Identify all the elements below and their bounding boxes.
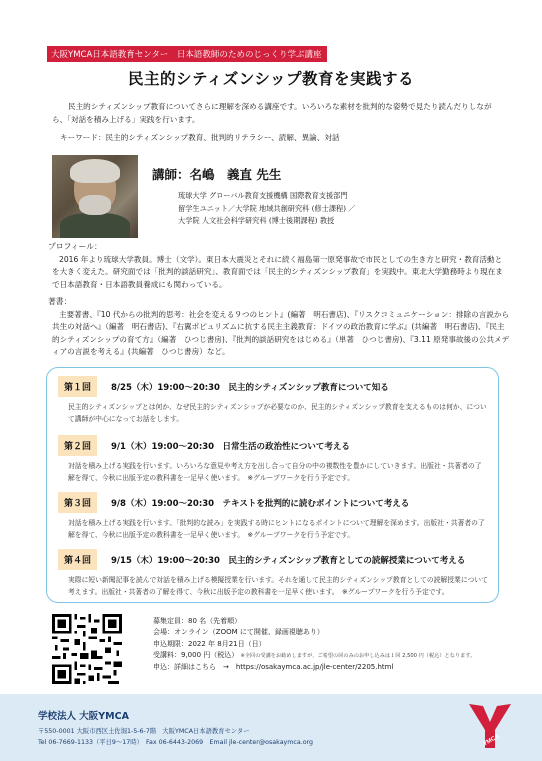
keywords-text: キーワード：民主的シティズンシップ教育、批判的リテラシー、読解、異論、対話 [60,133,340,142]
affiliation-line: 琉球大学 グローバル教育支援機構 国際教育支援部門 [178,191,348,200]
session-1-header [58,376,389,397]
ymca-logo [465,698,515,753]
event-info [153,616,475,673]
session-4-description: 実際に短い新聞記事を読んで対話を積み上げる模擬授業を行います。それを通して民主的シティズンシップ教育としての読解授業について考えます。出版社・共著者の了解を得て、今秋に出版予定の教科書を一足早く使います。 ※グループワークを行う予定です。 [68,576,488,596]
fee-text: 受講料：9,000 円（税込） [153,650,239,659]
apply-link[interactable]: 申込：詳細はこちら → https://osakaymca.ac.jp/jle-center/2205.html [153,663,394,672]
venue-text: 会場：オンライン（ZOOM にて開催、録画視聴あり） [153,628,324,637]
session-1-title: 8/25（木）19:00～20:30 民主的シティズンシップ教育について知る [111,382,389,393]
profile-heading: プロフィール： [48,242,102,251]
capacity-text: 募集定員：80 名（先着順） [153,617,242,625]
books-heading: 著書： [48,297,72,306]
session-1-description: 民主的シティズンシップとは何か、なぜ民主的シティズンシップが必要なのか、民主的シティズンシップ教育を支えるものは何か、について講師が中心になってお話をします。 [68,403,487,423]
session-4-header [58,549,465,570]
footer-organization: 学校法人 大阪YMCA [38,711,129,722]
footer-address [38,727,313,748]
address-text: 〒550-0001 大阪市西区土佐堀1-5-6-7階 大阪YMCA日本語教育センター [38,728,250,735]
contact-text: Tel 06-7669-1133（平日9～17時） Fax 06-6443-2069 Email jle-center@osakaymca.org [38,738,314,746]
lecturer-name: 講師：名嶋 義直 先生 [152,167,282,182]
session-3-description: 対話を積み上げる実践を行います。「批判的な読み」を実践する時にヒントになるポイントについて理解を深めます。出版社・共著者の了解を得て、今秋に出版予定の教科書を一足早く使います。 ※グループワークを行う予定です。 [68,519,485,539]
session-3-title: 9/8（木）19:00～20:30 テキストを批判的に読むポイントについて考える [111,498,410,509]
qr-code[interactable] [52,614,122,684]
logo-text: YMCA [482,733,501,748]
session-2-title: 9/1（木）19:00～20:30 日常生活の政治性について考える [111,441,350,452]
intro-text: 民主的シティズンシップ教育についてさらに理解を深める講座です。いろいろな素材を批判的な姿勢で見たり読んだりしながら、「対話を積み上げる」実践を行います。 [52,102,492,124]
session-3-badge: 第３回 [58,492,97,513]
session-2-description: 対話を積み上げる実践を行います。いろいろな意見や考え方を出し合って自分の中の複数性を豊かにしていきます。出版社・共著者の了解を得て、今秋に出版予定の教科書を一足早く使います。 ※グループワークを行う予定です。 [68,462,482,482]
deadline-text: 申込期限：2022 年 8月21日（日） [153,639,266,648]
session-2-header [58,435,350,456]
page-title: 民主的シティズンシップ教育を実践する [127,70,415,88]
lecturer-photo [52,155,138,238]
session-1-badge: 第１回 [58,376,97,397]
lecturer-affiliation [178,190,356,228]
session-2-badge: 第２回 [58,435,97,456]
session-4-title: 9/15（木）19:00～20:30 民主的シティズンシップ教育としての読解授業について考える [111,555,466,566]
session-3-header [58,492,409,513]
profile-text: 2016 年より琉球大学教員。博士（文学）。東日本大震災とそれに続く福島第一原発事故で市民としての生き方と研究・教育活動とを大きく変えた。研究面では「批判的談話研究」、教育面では「民主的シティズンシップ教育」を実践中。東北大学勤務時より現在まで日本語教育・日本語教員養成にも関わっている。 [52,255,503,289]
program-banner: 大阪YMCA日本語教育センター 日本語教師のためのじっくり学ぶ講座 [47,46,327,62]
books-text: 主要著書、『10 代からの批判的思考：社会を変える９つのヒント』(編著 明石書店)、『リスクコミュニケーション：排除の言説から共生の対話へ』（編著 明石書店)、『右翼ポピュリズムに抗する民主主義教育：ドイツの政治教育に学ぶ』(共編著 明石書店)、『民主的シティズンシップの育て方』（編著 ひつじ書房)、『批判的談話研究をはじめる』（単著 ひつじ書房)、『3.11 原発事故後の公共メディアの言説を考える』(共編著 ひつじ書房）など。 [52,310,510,356]
affiliation-line: 大学院 人文社会科学研究科 (博士後期課程) 教授 [178,216,335,225]
session-4-badge: 第４回 [58,549,97,570]
affiliation-line: 留学生ユニット／大学院 地域共創研究科 (修士課程) ／ [178,203,356,213]
fee-note: ※全回の受講をお勧めしますが、ご希望の回のみのお申し込みは１回 2,500 円（税込）となります。 [240,652,476,659]
